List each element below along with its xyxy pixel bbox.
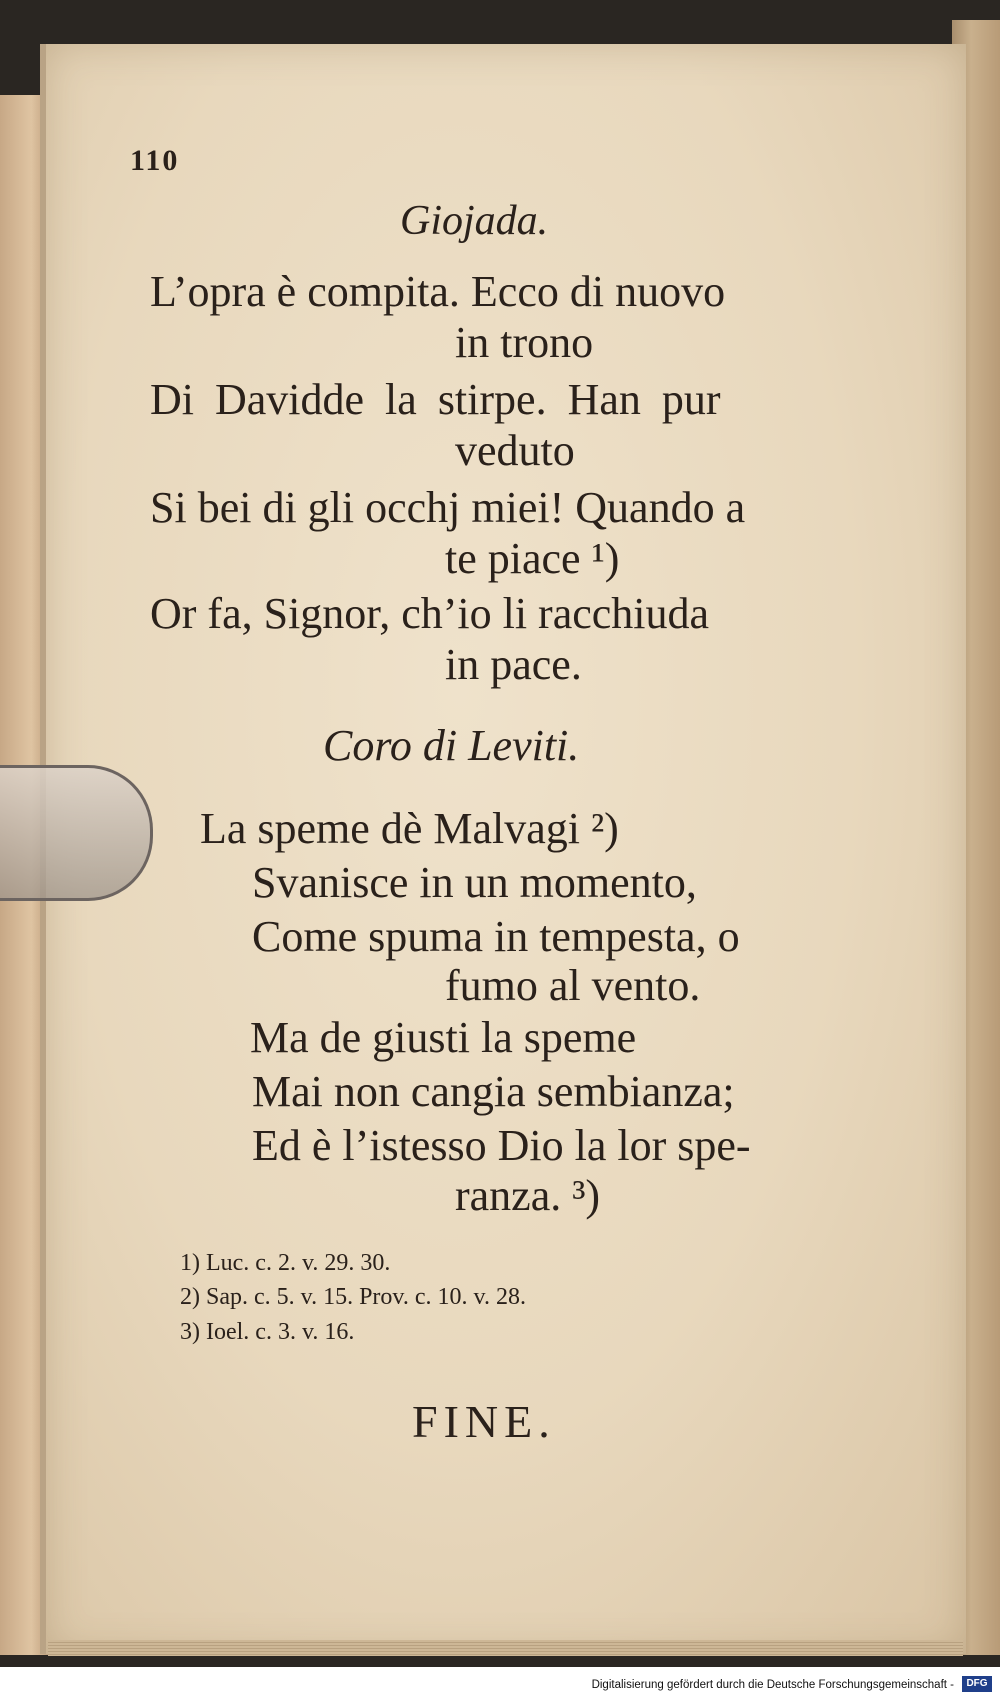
verse-line: Ed è l’istesso Dio la lor spe- <box>252 1121 751 1170</box>
verse-line: Di Davidde la stirpe. Han pur <box>150 375 721 424</box>
footnote: 3) Ioel. c. 3. v. 16. <box>180 1319 355 1345</box>
speaker-name: Coro di Leviti. <box>323 721 580 770</box>
speaker-name: Giojada. <box>400 198 549 244</box>
verse-line: veduto <box>455 426 575 475</box>
end-mark: FINE. <box>412 1396 556 1447</box>
footnote: 1) Luc. c. 2. v. 29. 30. <box>180 1250 391 1276</box>
verse-line: Svanisce in un momento, <box>252 858 697 907</box>
verse-line: fumo al vento. <box>445 961 701 1010</box>
verse-line: Ma de giusti la speme <box>250 1013 637 1062</box>
verse-line: ranza. ³) <box>455 1171 601 1220</box>
paper-clip <box>0 765 153 901</box>
verse-line: Or fa, Signor, ch’io li racchiuda <box>150 589 710 638</box>
verse-line: L’opra è compita. Ecco di nuovo <box>150 267 726 316</box>
funding-credit: Digitalisierung gefördert durch die Deutsche Forschungsgemeinschaft - <box>591 1679 954 1691</box>
footnote: 2) Sap. c. 5. v. 15. Prov. c. 10. v. 28. <box>180 1284 526 1310</box>
verse-line: in trono <box>455 318 594 367</box>
verse-line: Come spuma in tempesta, o <box>252 912 740 961</box>
verse-line: La speme dè Malvagi ²) <box>200 804 619 853</box>
verse-line: te piace ¹) <box>445 534 620 583</box>
verse-line: Si bei di gli occhj miei! Quando a <box>150 483 746 532</box>
page-number: 110 <box>130 144 180 177</box>
dfg-logo: DFG <box>962 1676 992 1692</box>
verse-line: Mai non cangia sembianza; <box>252 1067 735 1116</box>
verse-line: in pace. <box>445 640 582 689</box>
page-stack-edge <box>48 1640 963 1656</box>
